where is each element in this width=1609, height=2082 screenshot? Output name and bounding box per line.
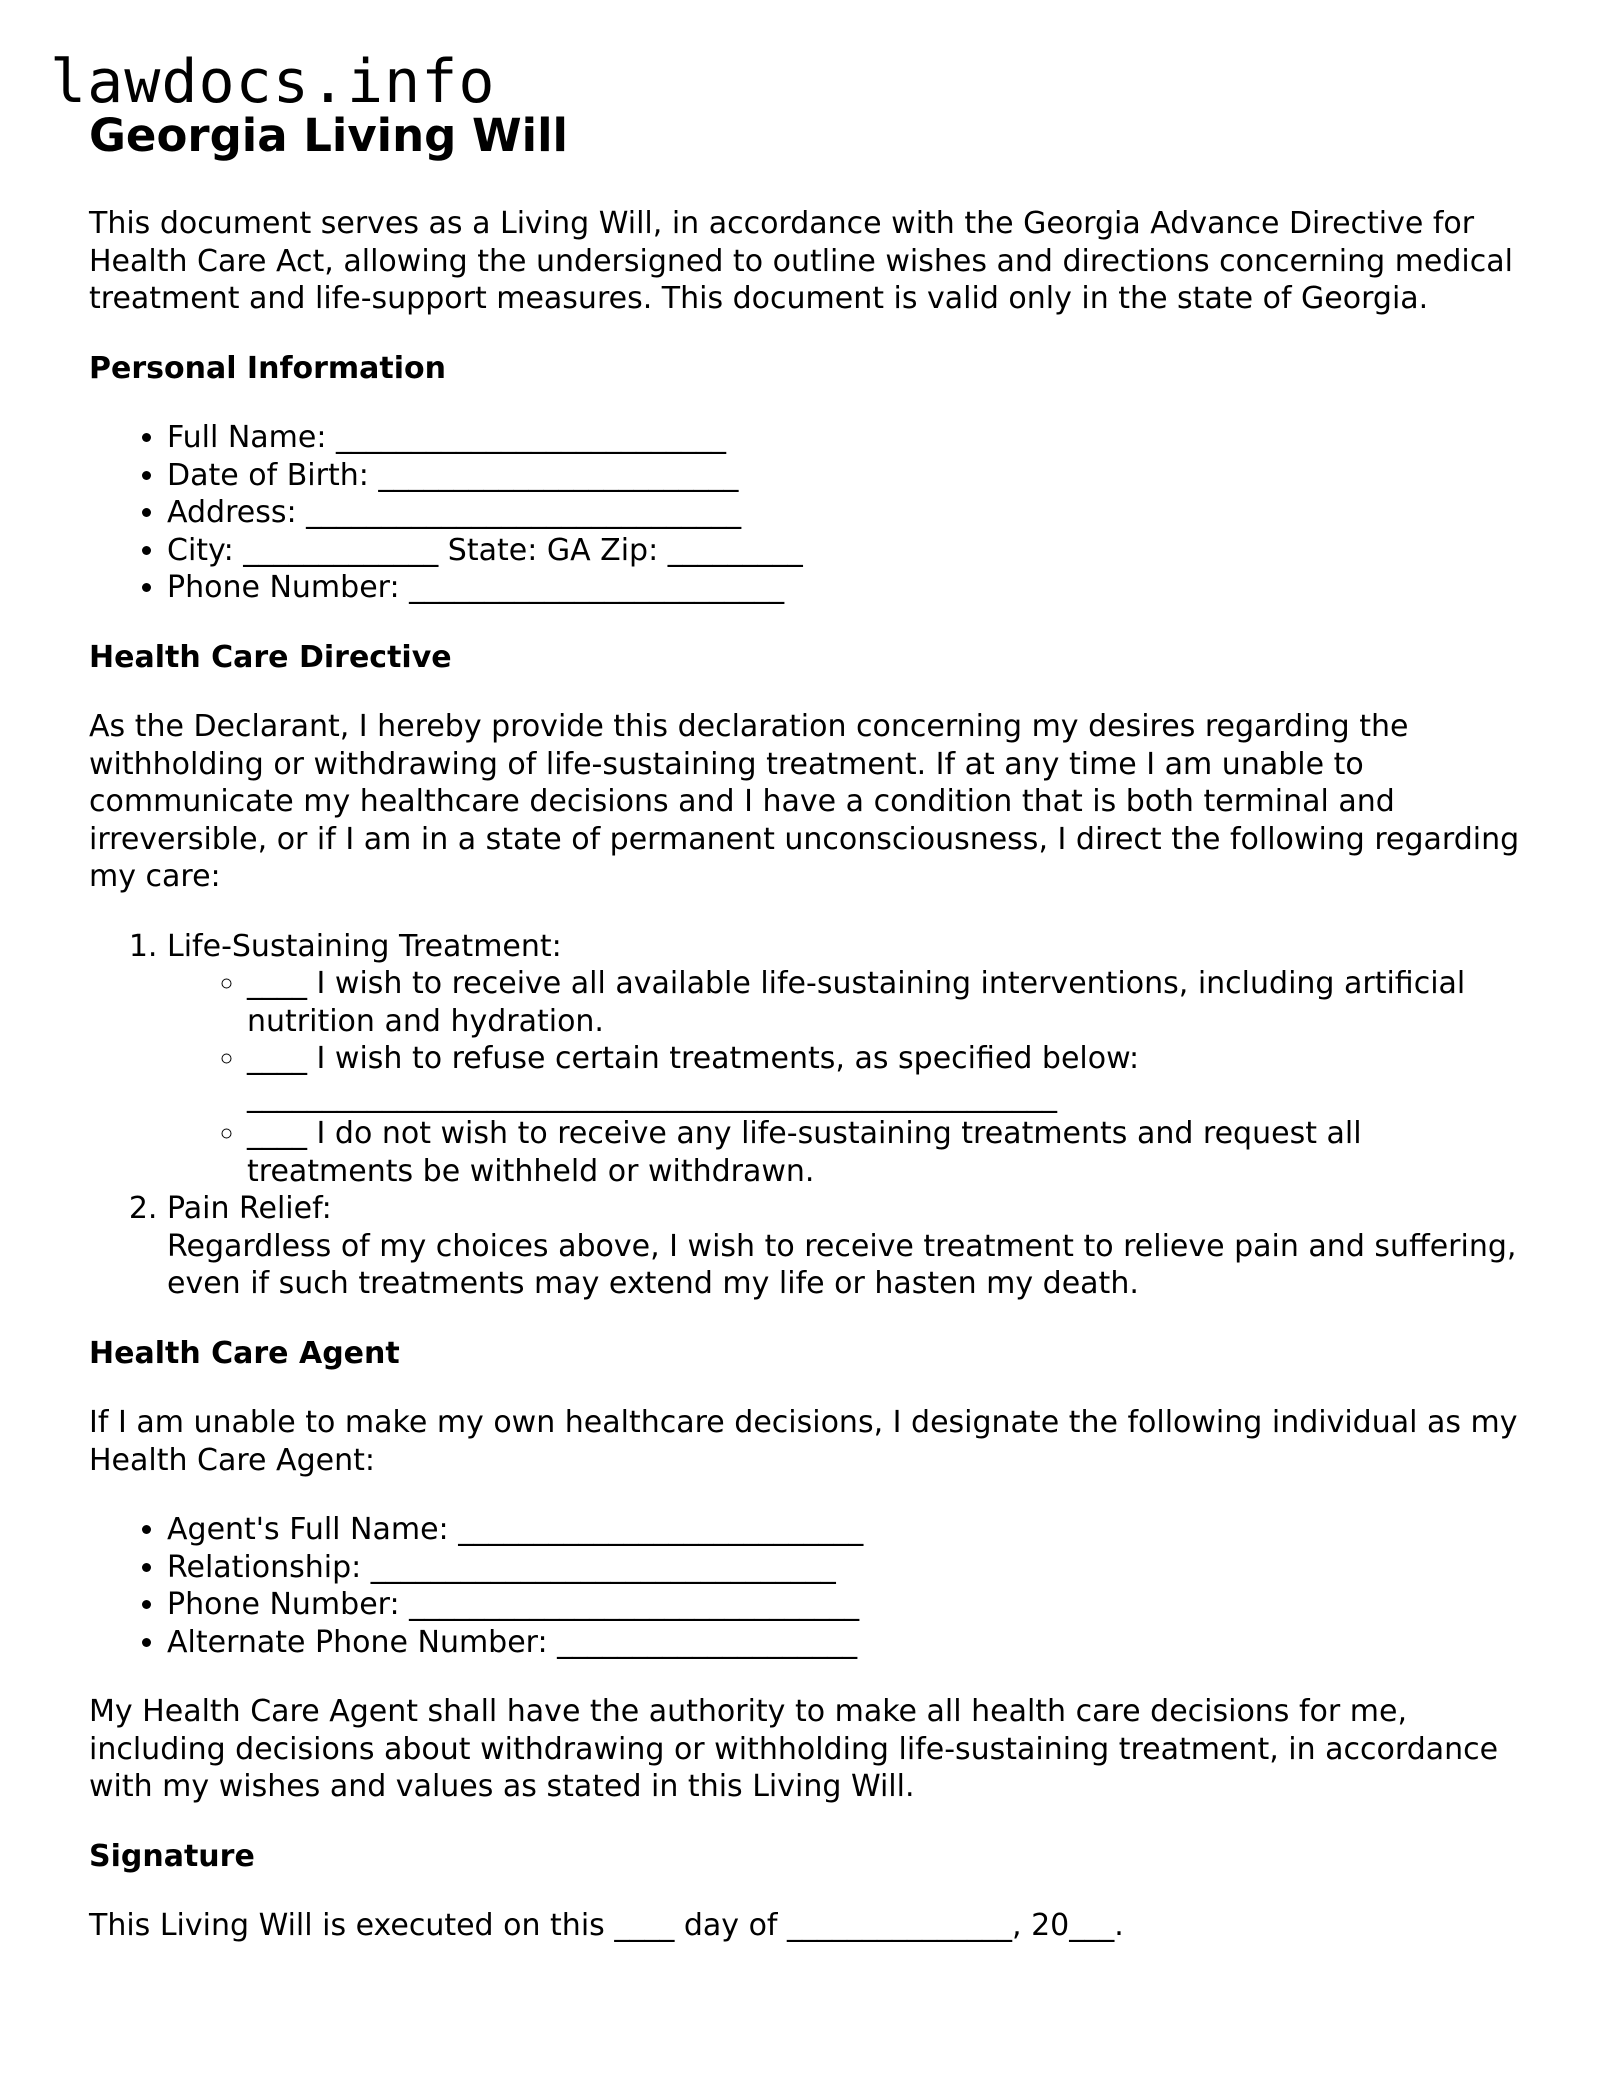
execution-date-line: This Living Will is executed on this ____ day of _______________, 20___. [89,1908,1124,1943]
option-refuse-certain [247,1040,1529,1115]
agent-relationship-field: • Relationship: _______________________________ [167,1549,1529,1587]
agent-information-list [89,1511,1529,1661]
directive-list [89,928,1529,1303]
city-state-zip-field: • City: _____________ State: GA Zip: _________ [167,532,1529,570]
signature-heading: Signature [89,1838,255,1874]
health-care-agent-heading: Health Care Agent [89,1335,400,1371]
pain-relief-text: Regardless of my choices above, I wish to receive treatment to relieve pain and suffering, even if such treatments may extend my life or hasten my death. [167,1228,1517,1301]
personal-information-heading: Personal Information [89,350,446,386]
phone-number-field: • Phone Number: _________________________ [167,569,1529,607]
pain-relief-item [167,1190,1529,1303]
full-name-field: • Full Name: __________________________ [167,419,1529,457]
document-page [89,104,1529,1977]
life-sustaining-treatment-label: Life-Sustaining Treatment: [167,928,562,964]
agent-phone-number-field: • Phone Number: ______________________________ [167,1586,1529,1624]
treatment-options-list [167,965,1529,1190]
option-refuse-certain-blank: ______________________________________________________ [247,1078,1057,1114]
directive-paragraph: As the Declarant, I hereby provide this declaration concerning my desires regarding the withholding or withdrawing of life-sustaining treatment. If at any time I am unable to communicate my healthcare decisions and I have a condition that is both terminal and irreversible, or if I am in a state of permanent unconsciousness, I direct the following regarding my care: [89,709,1520,894]
health-care-directive-heading: Health Care Directive [89,639,452,675]
option-refuse-certain-text: ◦ ____ I wish to refuse certain treatments, as specified below: [247,1041,1140,1076]
intro-paragraph: This document serves as a Living Will, in accordance with the Georgia Advance Directive for Health Care Act, allowing the undersigned to outline wishes and directions concerning medical treatment and life-support measures. This document is valid only in the state of Georgia. [89,206,1513,316]
site-watermark: lawdocs.info [50,47,496,117]
address-field: • Address: _____________________________ [167,494,1529,532]
agent-alternate-phone-field: • Alternate Phone Number: ____________________ [167,1624,1529,1662]
document-title: Georgia Living Will [89,109,568,162]
agent-full-name-field: • Agent's Full Name: ___________________________ [167,1511,1529,1549]
option-receive-all: ◦ ____ I wish to receive all available life-sustaining interventions, including artificial nutrition and hydration. [247,965,1529,1040]
life-sustaining-treatment-item [167,928,1529,1191]
personal-information-list [89,419,1529,607]
agent-authority-paragraph: My Health Care Agent shall have the authority to make all health care decisions for me, including decisions about withdrawing or withholding life-sustaining treatment, in accordance with my wishes and values as stated in this Living Will. [89,1694,1499,1804]
option-withhold-all: ◦ ____ I do not wish to receive any life-sustaining treatments and request all treatments be withheld or withdrawn. [247,1115,1529,1190]
agent-intro-paragraph: If I am unable to make my own healthcare decisions, I designate the following individual as my Health Care Agent: [89,1405,1518,1478]
date-of-birth-field: • Date of Birth: ________________________ [167,457,1529,495]
pain-relief-label: 2. Pain Relief: [167,1191,332,1226]
